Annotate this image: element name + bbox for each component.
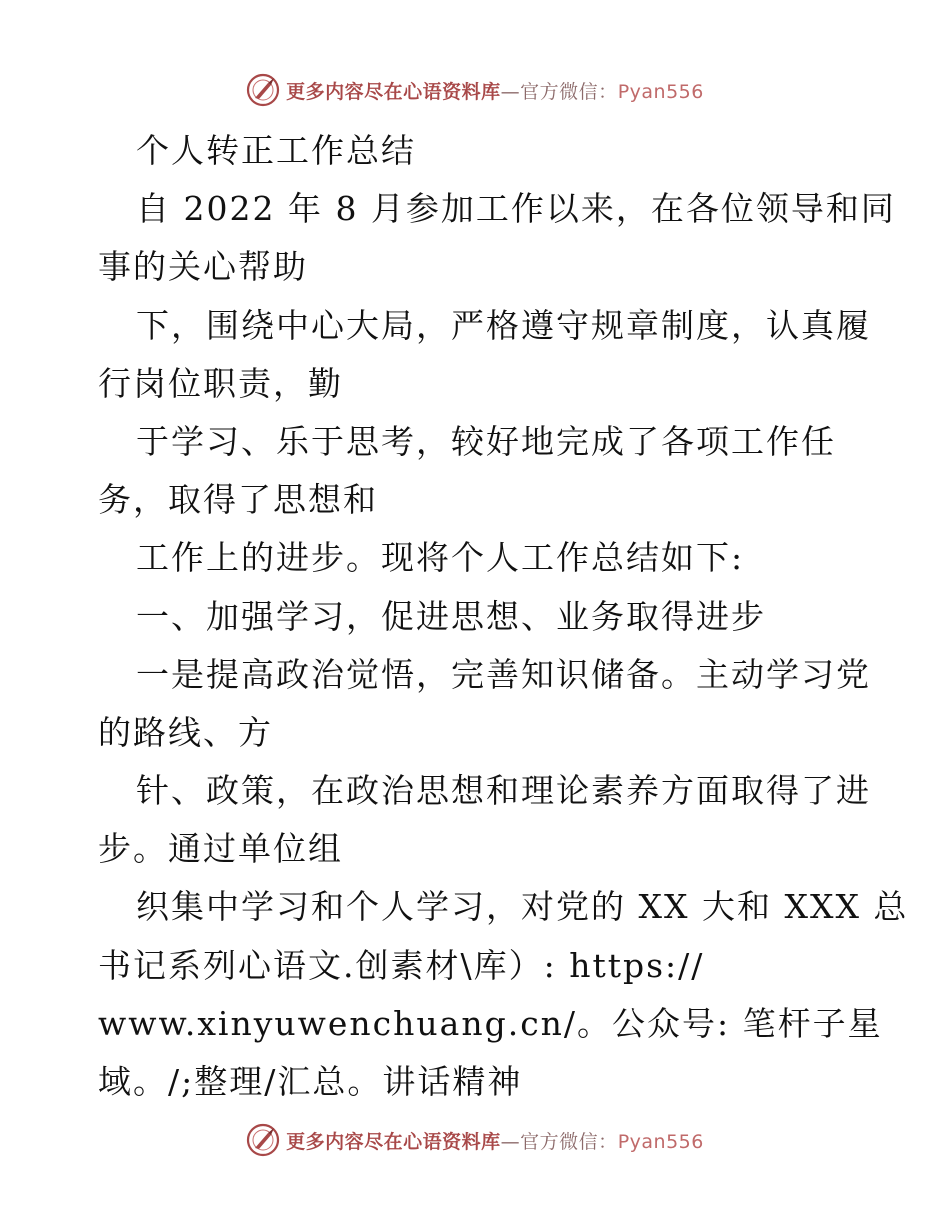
banner-site-name: 更多内容尽在心语资料库 xyxy=(286,80,501,103)
document-line: 事的关心帮助 xyxy=(98,247,308,287)
quill-logo-icon xyxy=(246,1123,280,1157)
banner-dash: — xyxy=(500,1130,521,1153)
document-line: 自 2022 年 8 月参加工作以来，在各位领导和同 xyxy=(136,189,896,229)
banner-wechat-id: Pyan556 xyxy=(617,80,704,103)
document-line: 务，取得了思想和 xyxy=(98,480,378,520)
banner-wechat-id: Pyan556 xyxy=(617,1130,704,1153)
banner-dash: — xyxy=(500,80,521,103)
document-line: 一、加强学习，促进思想、业务取得进步 xyxy=(136,596,766,636)
document-line: 织集中学习和个人学习，对党的 XX 大和 XXX 总 xyxy=(136,887,909,927)
banner-site-name: 更多内容尽在心语资料库 xyxy=(286,1130,501,1153)
document-line: 于学习、乐于思考，较好地完成了各项工作任 xyxy=(136,421,836,461)
document-body xyxy=(98,122,909,1111)
document-title: 个人转正工作总结 xyxy=(136,131,416,170)
footer-watermark-banner xyxy=(0,1120,950,1160)
document-line: 步。通过单位组 xyxy=(98,829,343,869)
document-line: 针、政策，在政治思想和理论素养方面取得了进 xyxy=(136,771,871,811)
banner-wechat-label: 官方微信： xyxy=(520,80,618,103)
document-line: 的路线、方 xyxy=(98,712,273,752)
quill-logo-icon xyxy=(246,73,280,107)
document-line: 工作上的进步。现将个人工作总结如下: xyxy=(136,538,745,578)
banner-text xyxy=(286,1127,704,1154)
banner-text xyxy=(286,77,704,104)
document-line: 行岗位职责，勤 xyxy=(98,363,343,403)
document-line: 下，围绕中心大局，严格遵守规章制度，认真履 xyxy=(136,305,871,345)
document-line: 域。/;整理/汇总。讲话精神 xyxy=(98,1062,523,1101)
document-line: www.xinyuwenchuang.cn/。公众号: 笔杆子星 xyxy=(98,1003,883,1043)
banner-wechat-label: 官方微信： xyxy=(520,1130,618,1153)
header-watermark-banner xyxy=(0,70,950,110)
document-line: 一是提高政治觉悟，完善知识储备。主动学习党 xyxy=(136,654,871,694)
document-line: 书记系列心语文.创素材\库）: https:// xyxy=(98,945,705,985)
